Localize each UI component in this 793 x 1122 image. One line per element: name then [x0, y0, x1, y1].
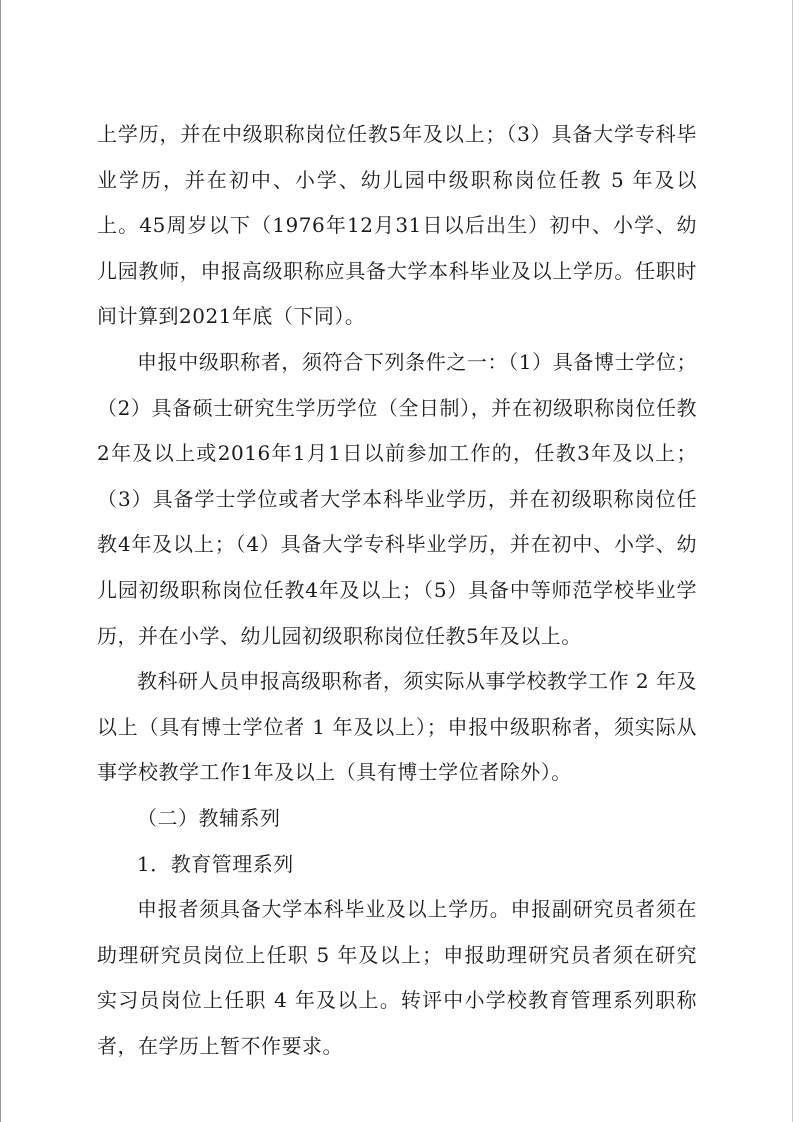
paragraph-researcher-requirements: 教科研人员申报高级职称者，须实际从事学校教学工作 2 年及以上（具有博士学位者 1 年及以上）；申报中级职称者，须实际从事学校教学工作1年及以上（具有博士学位者除外）。	[97, 669, 697, 785]
paragraph-intermediate-title-conditions: 申报中级职称者，须符合下列条件之一：（1）具备博士学位；（2）具备硕士研究生学历学位（全日制），并在初级职称岗位任教2年及以上或2016年1月1日以前参加工作的，任教3年及以上；（3）具备学士学位或者大学本科毕业学历，并在初级职称岗位任教4年及以上；（4）具备大学专科毕业学历，并在初中、小学、幼儿园初级职称岗位任教4年及以上；（5）具备中等师范学校毕业学历，并在小学、幼儿园初级职称岗位任教5年及以上。	[97, 349, 697, 648]
paragraph-education-requirements: 上学历，并在中级职称岗位任教5年及以上；（3）具备大学专科毕业学历，并在初中、小学、幼儿园中级职称岗位任教 5 年及以上。45周岁以下（1976年12月31日以后出生）初中、小学、幼儿园教师，申报高级职称应具备大学本科毕业及以上学历。任职时间计算到2021年底（下同）。	[97, 122, 697, 329]
subsection-heading: 1．教育管理系列	[137, 851, 294, 876]
paragraph-management-requirements: 申报者须具备大学本科毕业及以上学历。申报副研究员者须在助理研究员岗位上任职 5 年及以上；申报助理研究员者须在研究实习员岗位上任职 4 年及以上。转评中小学校教育管理系列职称者，在学历上暂不作要求。	[97, 897, 697, 1058]
document-body	[97, 112, 697, 1069]
page-border-left	[0, 0, 1, 1122]
section-heading: （二）教辅系列	[137, 805, 281, 830]
